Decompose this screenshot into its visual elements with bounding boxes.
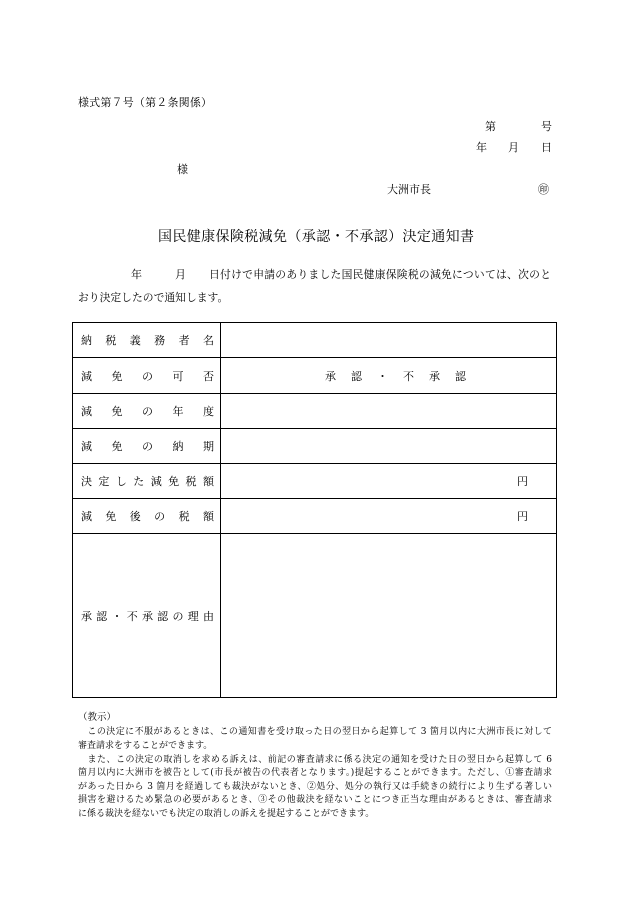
label-char: し: [115, 475, 127, 488]
notice-line: 審査請求をすることができます。: [78, 741, 213, 751]
label-char: の: [142, 405, 153, 418]
label-char: 決: [81, 475, 92, 488]
label-char: ・: [377, 369, 388, 383]
label-char: 認: [351, 369, 362, 383]
row-post-reduction-tax: [73, 498, 556, 533]
label-char: 名: [202, 334, 214, 347]
notice-line: 損害を避けるため緊急の必要があるとき、③その他裁決を経ないことにつき正当な理由があるときは、審査請求: [78, 795, 552, 805]
row-reduction-year: [73, 393, 556, 428]
label-char: 後: [129, 510, 141, 523]
issuer-name: 大洲市長: [387, 183, 431, 196]
row-decided-reduction-amount: [73, 463, 556, 498]
document-number-suffix: 号: [541, 120, 552, 133]
label-char: 減: [81, 510, 92, 523]
label-char: 承: [142, 609, 153, 623]
label-char: 減: [150, 475, 162, 488]
label-char: 免: [111, 369, 123, 383]
label-cell-post-reduction-tax: [73, 499, 221, 533]
document-number-prefix: 第: [485, 120, 496, 133]
date-day-label: 日: [541, 141, 552, 154]
label-char: 認: [157, 609, 169, 623]
value-cell-reason: [221, 534, 556, 697]
value-cell-decided-reduction-amount: [221, 464, 556, 498]
label-char: 承: [81, 609, 92, 623]
label-char: 減: [81, 405, 92, 418]
label-char: 免: [105, 510, 117, 523]
label-char: 減: [81, 440, 92, 453]
label-char: ・: [111, 609, 123, 623]
document-title: 国民健康保険税減免（承認・不承認）決定通知書: [158, 229, 474, 245]
row-reason: [73, 533, 556, 697]
label-char: の: [154, 510, 166, 523]
label-char: 不: [403, 369, 414, 383]
notice-line: この決定に不服があるときは、この通知書を受け取った日の翌日から起算して 3 箇月以内に大洲市長に対して: [78, 727, 552, 737]
label-char: 務: [154, 334, 166, 347]
row-reduction-payment-period: [73, 428, 556, 463]
label-char: の: [142, 369, 153, 383]
label-decided-reduction-amount: [81, 473, 214, 489]
label-char: 納: [81, 334, 92, 347]
label-char: 認: [96, 609, 108, 623]
label-char: 定: [98, 475, 110, 488]
label-cell-reduction-year: [73, 394, 221, 428]
label-char: 税: [178, 510, 190, 523]
row-reduction-approval: [73, 357, 556, 393]
label-reason: [81, 608, 214, 624]
intro-text-line-1: 日付けで申請のありました国民健康保険税の減免については、次のと: [209, 268, 551, 281]
date-month-label: 月: [508, 141, 519, 154]
label-cell-reduction-payment-period: [73, 429, 221, 463]
label-char: の: [172, 609, 184, 623]
notice-line: 箇月以内に大洲市を被告として(市長が被告の代表者となります。)提起することができます。ただし、①審査請求: [78, 768, 552, 778]
label-char: の: [142, 440, 153, 453]
label-char: 否: [203, 369, 214, 383]
value-cell-taxpayer-name: [221, 323, 556, 357]
label-char: 承: [429, 369, 440, 383]
label-char: 税: [185, 475, 197, 488]
label-char: 税: [105, 334, 117, 347]
notice-line: に係る裁決を経ないでも決定の取消しの訴えを提起することができます。: [78, 809, 375, 819]
label-char: 期: [203, 440, 214, 453]
approval-options: [325, 368, 466, 384]
notice-line: また、この決定の取消しを求める訴えは、前記の審査請求に係る決定の通知を受けた日の翌日から起算して 6: [78, 755, 552, 765]
label-reduction-year: [81, 403, 214, 419]
date-year-label: 年: [476, 141, 487, 154]
label-char: 承: [325, 369, 336, 383]
seal-icon: ㊞: [538, 183, 549, 196]
label-char: 免: [168, 475, 180, 488]
label-char: 年: [172, 405, 184, 418]
label-char: 不: [126, 609, 138, 623]
notice-line: があった日から 3 箇月を経過しても裁決がないとき、②処分、処分の執行又は手続きの続行により生ずる著しい: [78, 782, 552, 792]
notice-heading: （教示）: [78, 712, 117, 723]
decision-table: [72, 322, 557, 698]
value-cell-reduction-payment-period: [221, 429, 556, 463]
yen-unit: 円: [517, 475, 528, 488]
label-char: 可: [172, 369, 184, 383]
form-number: 様式第７号（第２条関係）: [78, 96, 212, 109]
label-char: た: [133, 475, 145, 488]
label-char: 額: [202, 510, 214, 523]
intro-year-label: 年: [131, 268, 142, 281]
label-post-reduction-tax: [81, 508, 214, 524]
label-char: 義: [129, 334, 141, 347]
intro-month-label: 月: [175, 268, 186, 281]
label-char: 理: [187, 609, 199, 623]
yen-unit: 円: [517, 510, 528, 523]
label-char: 由: [203, 609, 214, 623]
label-char: 免: [111, 440, 123, 453]
value-cell-post-reduction-tax: [221, 499, 556, 533]
value-cell-reduction-approval: [221, 358, 556, 393]
label-cell-decided-reduction-amount: [73, 464, 221, 498]
label-cell-reason: [73, 534, 221, 697]
label-char: 納: [172, 440, 184, 453]
addressee-honorific: 様: [177, 163, 188, 176]
label-char: 額: [202, 475, 214, 488]
label-cell-taxpayer-name: [73, 323, 221, 357]
label-char: 減: [81, 369, 92, 383]
label-char: 免: [111, 405, 123, 418]
label-taxpayer-name: [81, 332, 214, 348]
label-char: 認: [455, 369, 466, 383]
intro-text-line-2: おり決定したので通知します。: [78, 291, 229, 304]
label-char: 度: [203, 405, 214, 418]
label-reduction-approval: [81, 368, 214, 384]
label-reduction-payment-period: [81, 438, 214, 454]
row-taxpayer-name: [73, 323, 556, 357]
value-cell-reduction-year: [221, 394, 556, 428]
label-cell-reduction-approval: [73, 358, 221, 393]
label-char: 者: [178, 334, 190, 347]
